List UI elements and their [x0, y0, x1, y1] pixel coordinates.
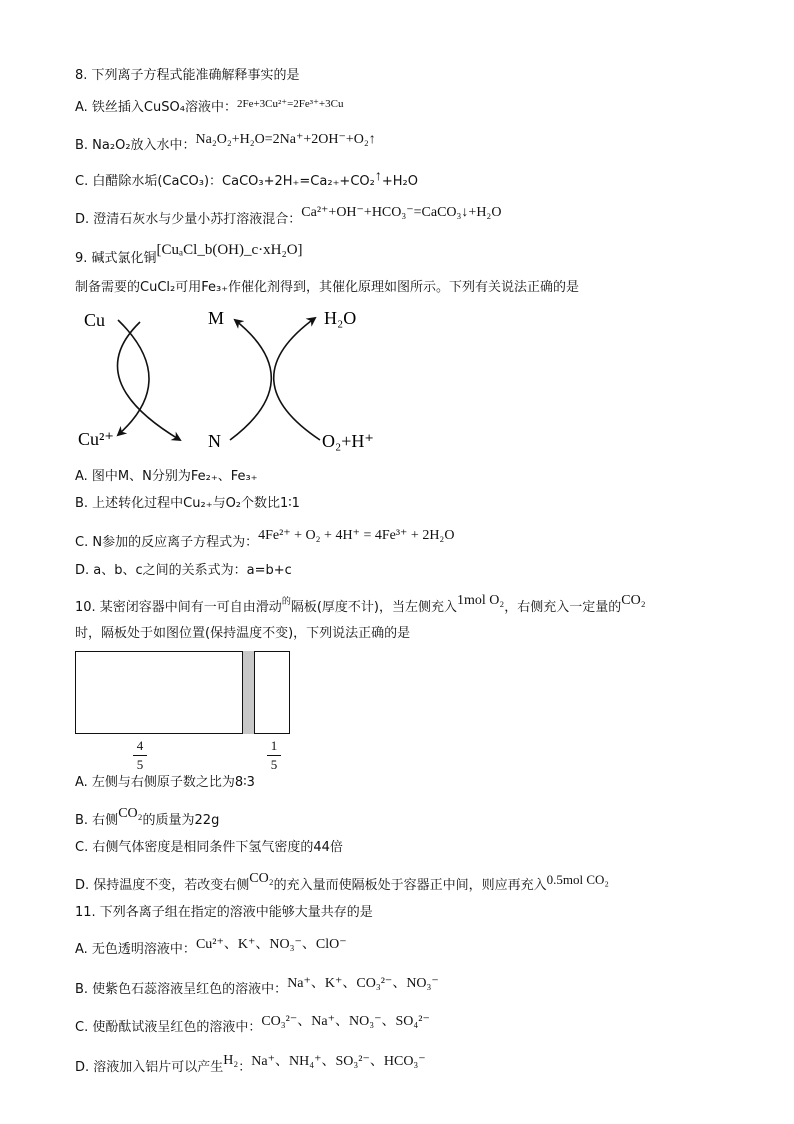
q8-b-label: B. Na₂O₂放入水中： [75, 138, 196, 153]
frac-right-den: 5 [270, 757, 278, 772]
q10-stem-f1: 1mol O₂ [456, 593, 505, 608]
q11-c-ions: CO₃²⁻、Na⁺、NO₃⁻、SO₄²⁻ [261, 1014, 430, 1029]
sliding-partition [242, 651, 255, 734]
q10-d-formula-2: 0.5mol CO₂ [546, 872, 609, 887]
q10-stem-2: 隔板(厚度不计)，当左侧充入 [290, 600, 457, 615]
up-arrow-icon: ↑ [374, 169, 382, 184]
q10-option-c: C. 右侧气体密度是相同条件下氢气密度的44倍 [75, 840, 343, 855]
q11-option-b [75, 976, 439, 999]
q9-option-d: D. a、b、c之间的关系式为：a=b+c [75, 563, 292, 578]
fraction-right [267, 738, 281, 773]
frac-left-num: 4 [136, 738, 144, 753]
q9-option-c [75, 528, 455, 552]
q8-c-tail: +H₂O [381, 174, 418, 189]
q9-stem [75, 242, 303, 268]
q9-c-label: C. N参加的反应离子方程式为： [75, 535, 259, 550]
q8-option-c [75, 169, 418, 191]
q10-stem-f2: CO₂ [621, 593, 646, 608]
q11-b-ions: Na⁺、K⁺、CO₃²⁻、NO₃⁻ [287, 976, 439, 991]
q10-b-formula: CO₂ [118, 806, 143, 821]
frac-left-den: 5 [136, 757, 144, 772]
q10-option-a: A. 左侧与右侧原子数之比为8∶3 [75, 775, 255, 790]
q11-d-formula: H₂ [223, 1053, 239, 1068]
q11-d-sep: ： [238, 1060, 252, 1075]
q10-option-d [75, 871, 609, 895]
q8-d-formula: Ca²⁺+OH⁻+HCO₃⁻=CaCO₃↓+H₂O [301, 205, 502, 220]
q8-option-a [75, 99, 343, 117]
q11-option-a [75, 937, 347, 959]
q8-c-label: C. 白醋除水垢(CaCO₃)：CaCO₃+2H₊=Ca₂₊+CO₂ [75, 174, 375, 189]
q8-b-formula: Na₂O₂+H₂O=2Na⁺+2OH⁻+O₂↑ [195, 132, 376, 147]
q8-a-label: A. 铁丝插入CuSO₄溶液中： [75, 100, 237, 115]
label-cu: Cu [84, 310, 106, 330]
arc-cu-to-cu2plus [118, 320, 149, 435]
q9-stem-2: 制备需要的CuCl₂可用Fe₃₊作催化剂得到，其催化原理如图所示。下列有关说法正确的是 [75, 280, 580, 295]
q11-stem: 11. 下列各离子组在指定的溶液中能够大量共存的是 [75, 905, 373, 920]
q8-stem: 8. 下列离子方程式能准确解释事实的是 [75, 68, 300, 83]
q10-option-b [75, 806, 220, 830]
q10-stem [75, 593, 646, 618]
q9-stem-text: 9. 碱式氯化铜 [75, 251, 157, 266]
q9-stem-formula: [CuₐCl_b(OH)_c·xH₂O] [156, 242, 303, 258]
label-n: N [208, 431, 221, 451]
q9-option-b: B. 上述转化过程中Cu₂₊与O₂个数比1∶1 [75, 496, 300, 511]
container-box [75, 651, 290, 734]
q10-b-pre: B. 右侧 [75, 813, 119, 828]
q10-d-mid: 的充入量而使隔板处于容器正中间，则应再充入 [273, 878, 547, 893]
arc-n-to-m [230, 320, 271, 440]
q11-a-ions: Cu²⁺、K⁺、NO₃⁻、ClO⁻ [195, 937, 347, 952]
q10-b-post: 的质量为22g [142, 813, 220, 828]
q10-stem-1: 10. 某密闭容器中间有一可自由滑动 [75, 600, 282, 615]
q9-option-a: A. 图中M、N分别为Fe₂₊、Fe₃₊ [75, 469, 258, 484]
q9-c-formula: 4Fe²⁺ + O₂ + 4H⁺ = 4Fe³⁺ + 2H₂O [258, 528, 455, 543]
arc-o2-to-h2o [274, 318, 320, 440]
q11-option-d [75, 1053, 426, 1077]
catalysis-cycle-diagram [70, 300, 390, 460]
q10-d-pre: D. 保持温度不变，若改变右侧 [75, 878, 250, 893]
frac-right-num: 1 [270, 738, 278, 753]
label-h2o: H₂O [324, 308, 357, 328]
q10-stem-de: 的 [281, 597, 291, 607]
q8-a-formula: 2Fe+3Cu²⁺=2Fe³⁺+3Cu [236, 98, 344, 110]
q11-option-c [75, 1014, 430, 1037]
label-cu2plus: Cu²⁺ [78, 429, 114, 449]
q8-option-b [75, 132, 376, 155]
q8-d-label: D. 澄清石灰水与少量小苏打溶液混合： [75, 212, 302, 227]
q11-d-ions: Na⁺、NH₄⁺、SO₃²⁻、HCO₃⁻ [251, 1054, 426, 1069]
q10-stem-3: ，右侧充入一定量的 [504, 600, 622, 615]
q8-option-d [75, 205, 502, 229]
fraction-left [133, 738, 147, 773]
label-o2-h: O₂+H⁺ [322, 431, 374, 451]
label-m: M [208, 308, 225, 328]
q11-d-label: D. 溶液加入铝片可以产生 [75, 1060, 224, 1075]
q11-b-label: B. 使紫色石蕊溶液呈红色的溶液中： [75, 982, 288, 997]
q11-c-label: C. 使酚酞试液呈红色的溶液中： [75, 1020, 262, 1035]
q10-d-formula: CO₂ [249, 871, 274, 886]
q10-stem-line2: 时，隔板处于如图位置(保持温度不变)，下列说法正确的是 [75, 626, 411, 641]
q11-a-label: A. 无色透明溶液中： [75, 942, 196, 957]
